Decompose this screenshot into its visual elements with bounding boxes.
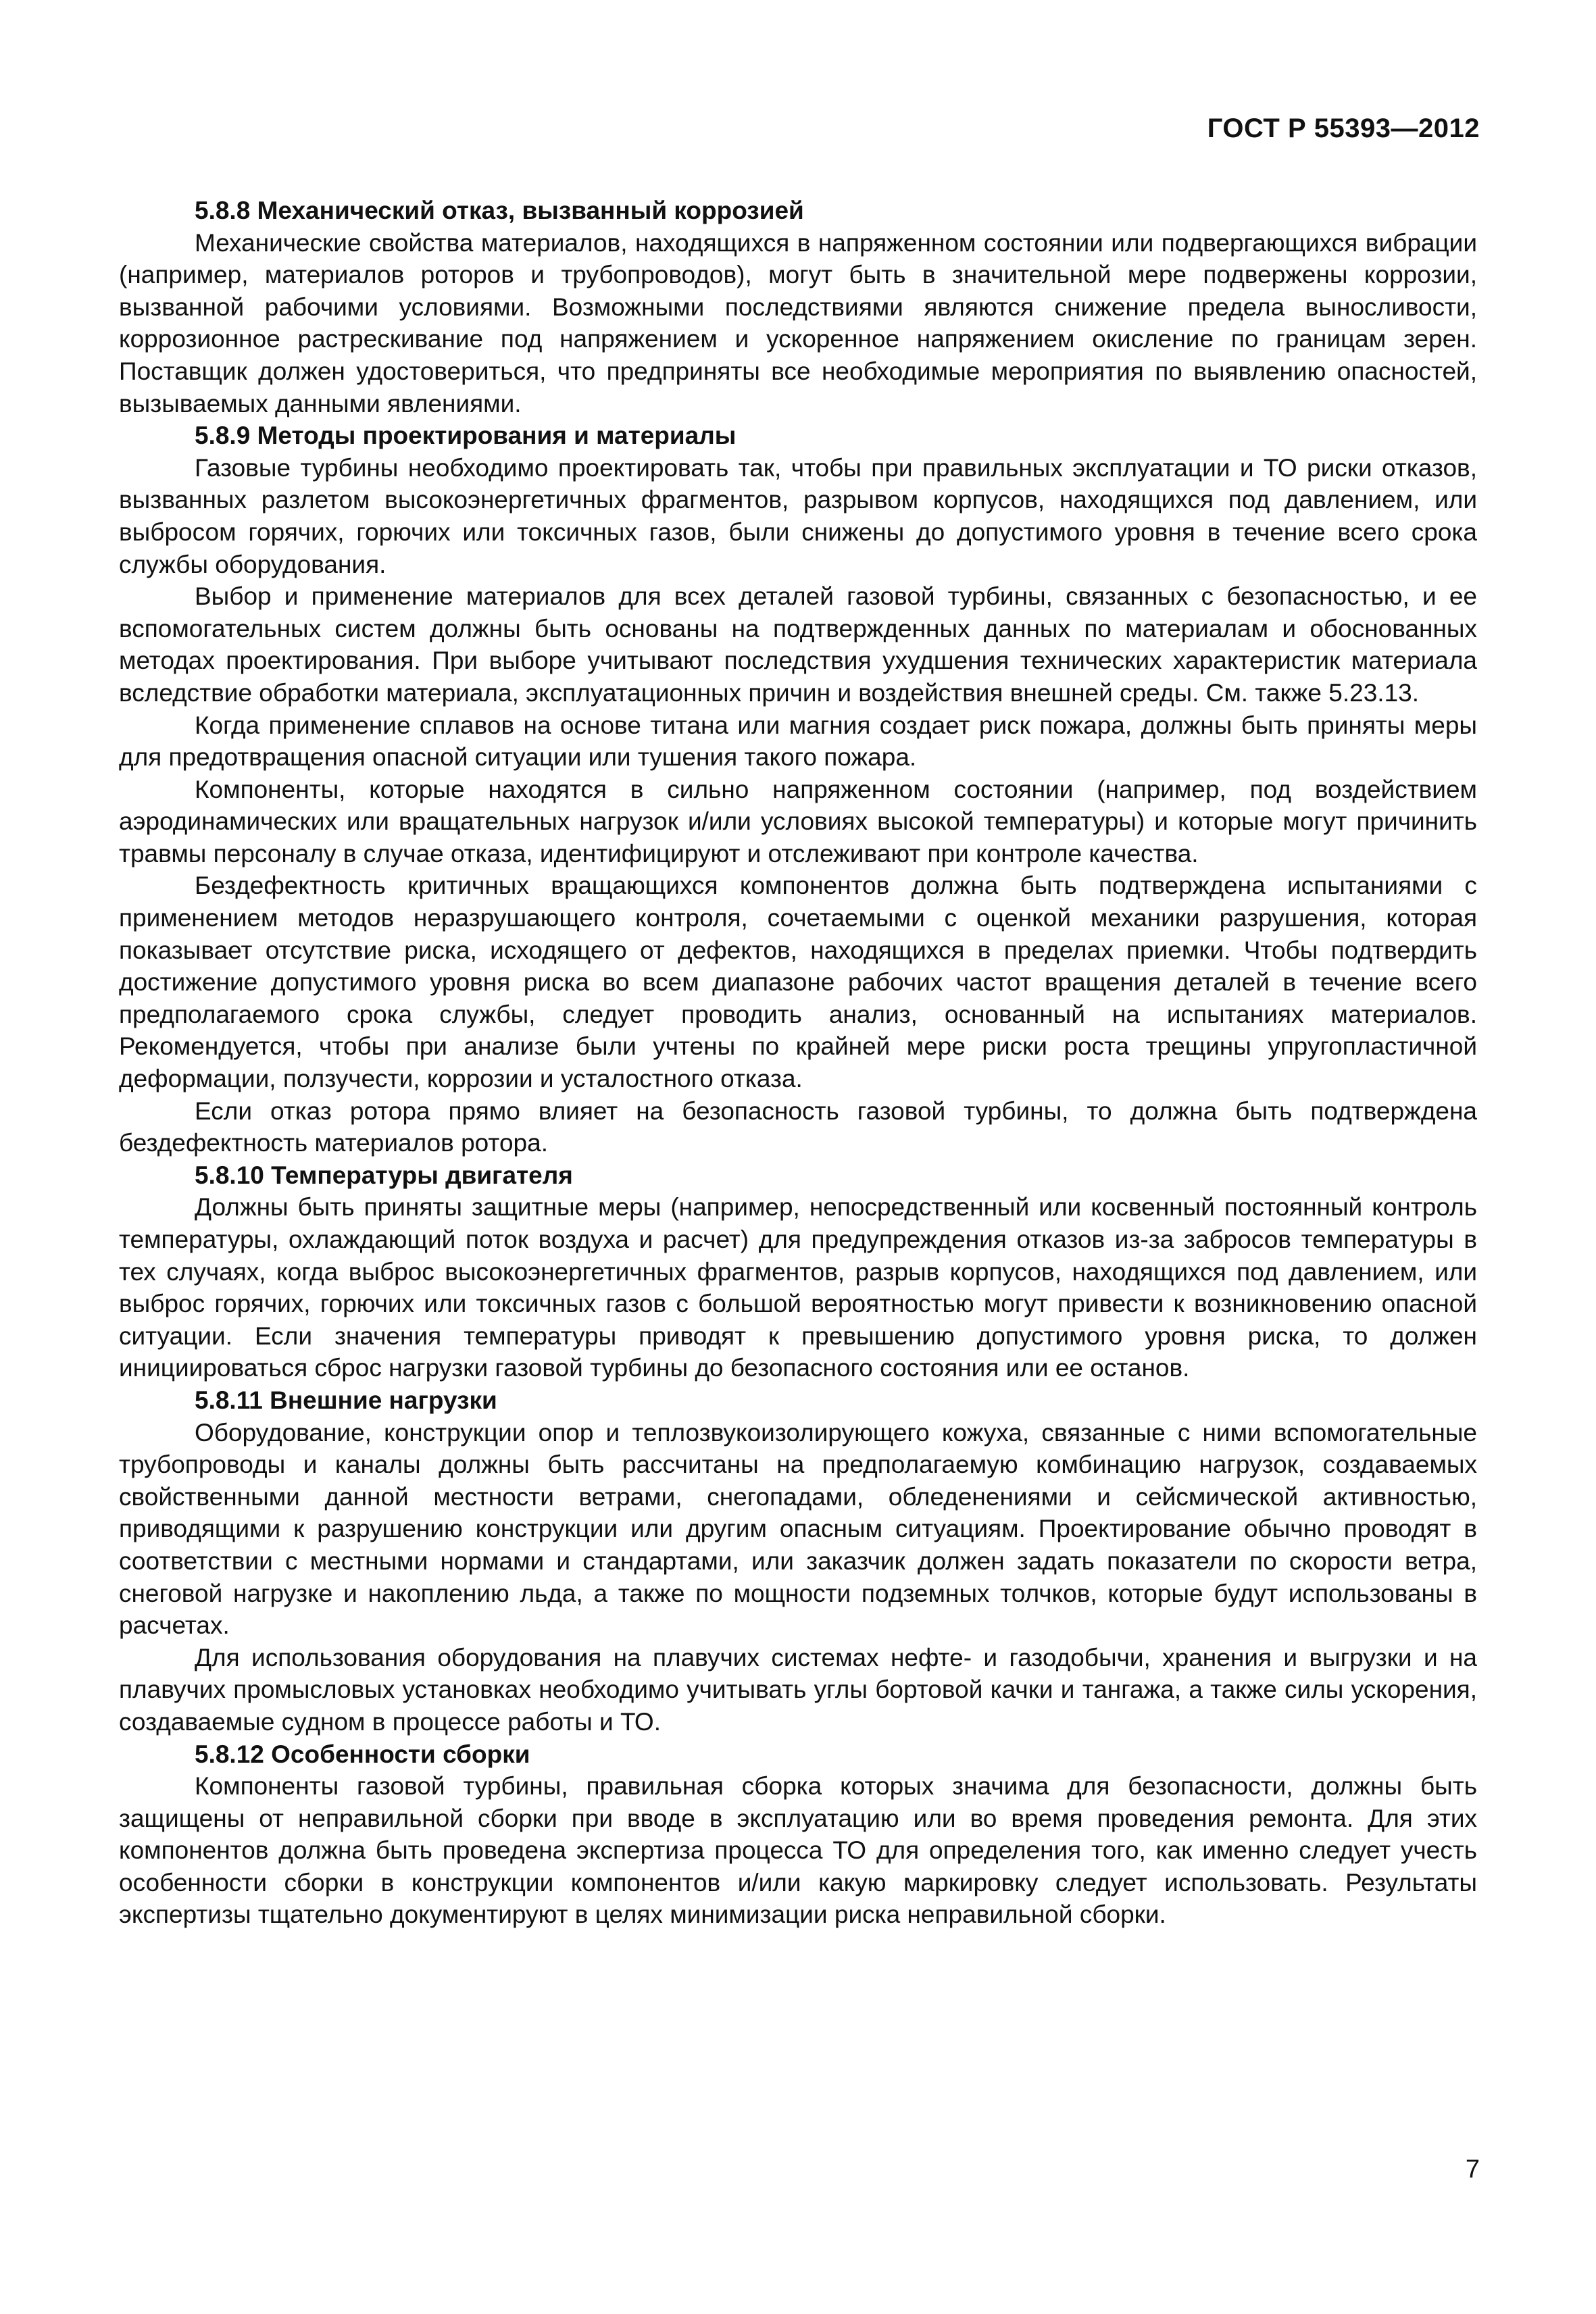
paragraph: Если отказ ротора прямо влияет на безопасность газовой турбины, то должна быть подтверждена бездефектность материалов ротора.	[119, 1097, 1477, 1157]
paragraph: Когда применение сплавов на основе титана или магния создает риск пожара, должны быть приняты меры для предотвращения опасной ситуации или тушения такого пожара.	[119, 711, 1477, 772]
document-header: ГОСТ Р 55393—2012	[1207, 114, 1480, 143]
section-heading-5-8-8: 5.8.8 Механический отказ, вызванный коррозией	[195, 197, 804, 224]
paragraph: Газовые турбины необходимо проектировать так, чтобы при правильных эксплуатации и ТО риски отказов, вызванных разлетом высокоэнергетичных фрагментов, разрывом корпусов, находящихся под давлением, или выбросом горячих, горючих или токсичных газов, были снижены до допустимого уровня в течение всего срока службы оборудования.	[119, 453, 1477, 578]
paragraph: Для использования оборудования на плавучих системах нефте- и газодобычи, хранения и выгрузки и на плавучих промысловых установках необходимо учитывать углы бортовой качки и тангажа, а также силы ускорения, создаваемые судном в процессе работы и ТО.	[119, 1643, 1477, 1736]
paragraph: Компоненты, которые находятся в сильно напряженном состоянии (например, под воздействием аэродинамических или вращательных нагрузок и/или условиях высокой температуры) и которые могут причинить травмы персоналу в случае отказа, идентифицируют и отслеживают при контроле качества.	[119, 775, 1477, 867]
section-heading-5-8-10: 5.8.10 Температуры двигателя	[195, 1161, 573, 1189]
paragraph: Должны быть приняты защитные меры (например, непосредственный или косвенный постоянный контроль температуры, охлаждающий поток воздуха и расчет) для предупреждения отказов из-за забросов температуры в тех случаях, когда выброс высокоэнергетичных фрагментов, разрыв корпусов, находящихся под давлением, или выброс горячих, горючих или токсичных газов с большой вероятностью могут привести к возникновению опасной ситуации. Если значения температуры приводят к превышению допустимого уровня риска, то должен инициироваться сброс нагрузки газовой турбины до безопасного состояния или ее останов.	[119, 1193, 1477, 1382]
section-heading-5-8-9: 5.8.9 Методы проектирования и материалы	[195, 422, 737, 450]
paragraph: Оборудование, конструкции опор и теплозвукоизолирующего кожуха, связанные с ними вспомогательные трубопроводы и каналы должны быть рассчитаны на предполагаемую комбинацию нагрузок, создаваемых свойственными данной местности ветрами, снегопадами, обледенениями и сейсмической активностью, приводящими к разрушению конструкции или другим опасным ситуациям. Проектирование обычно проводят в соответствии с местными нормами и стандартами, или заказчик должен задать показатели по скорости ветра, снеговой нагрузке и накоплению льда, а также по мощности подземных толчков, которые будут использованы в расчетах.	[119, 1418, 1477, 1640]
page-number: 7	[1465, 2155, 1480, 2184]
paragraph: Выбор и применение материалов для всех деталей газовой турбины, связанных с безопасностью, и ее вспомогательных систем должны быть основаны на подтвержденных данных по материалам и обоснованных методах проектирования. При выборе учитывают последствия ухудшения технических характеристик материала вследствие обработки материала, эксплуатационных причин и воздействия внешней среды. См. также 5.23.13.	[119, 582, 1477, 707]
section-heading-5-8-12: 5.8.12 Особенности сборки	[195, 1740, 530, 1768]
paragraph: Механические свойства материалов, находящихся в напряженном состоянии или подвергающихся вибрации (например, материалов роторов и трубопроводов), могут быть в значительной мере подвержены коррозии, вызванной рабочими условиями. Возможными последствиями являются снижение предела выносливости, коррозионное растрескивание под напряжением и ускоренное напряжением окисление по границам зерен. Поставщик должен удостовериться, что предприняты все необходимые мероприятия по выявлению опасностей, вызываемых данными явлениями.	[119, 228, 1477, 418]
section-heading-5-8-11: 5.8.11 Внешние нагрузки	[195, 1386, 497, 1414]
paragraph: Бездефектность критичных вращающихся компонентов должна быть подтверждена испытаниями с применением методов неразрушающего контроля, сочетаемыми с оценкой механики разрушения, которая показывает отсутствие риска, исходящего от дефектов, находящихся в пределах приемки. Чтобы подтвердить достижение допустимого уровня риска во всем диапазоне рабочих частот вращения деталей в течение всего предполагаемого срока службы, следует проводить анализ, основанный на испытаниях материалов. Рекомендуется, чтобы при анализе были учтены по крайней мере риски роста трещины упругопластичной деформации, ползучести, коррозии и усталостного отказа.	[119, 872, 1477, 1093]
paragraph: Компоненты газовой турбины, правильная сборка которых значима для безопасности, должны быть защищены от неправильной сборки при вводе в эксплуатацию или во время проведения ремонта. Для этих компонентов должна быть проведена экспертиза процесса ТО для определения того, как именно следует учесть особенности сборки в конструкции компонентов и/или какую маркировку следует использовать. Результаты экспертизы тщательно документируют в целях минимизации риска неправильной сборки.	[119, 1772, 1477, 1929]
document-body	[119, 195, 1477, 1931]
